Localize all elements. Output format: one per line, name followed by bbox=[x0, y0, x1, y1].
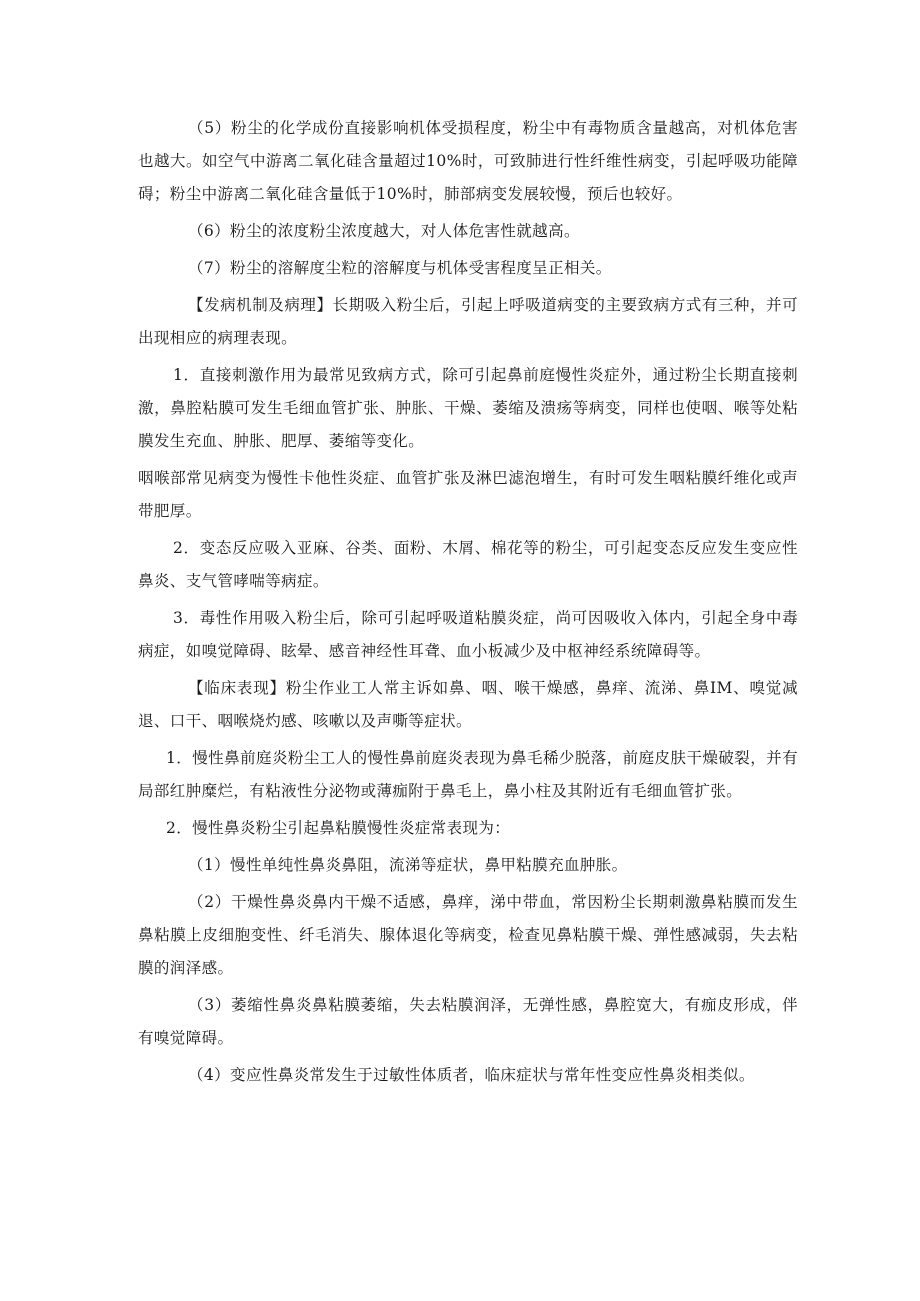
paragraph-pathogenesis-heading: 【发病机制及病理】长期吸入粉尘后，引起上呼吸道病变的主要致病方式有三种，并可出现相应的病理表现。 bbox=[138, 296, 798, 347]
paragraph-atrophic-rhinitis: （3）萎缩性鼻炎鼻粘膜萎缩，失去粘膜润泽，无弹性感，鼻腔宽大，有痂皮形成，伴有嗅觉障碍。 bbox=[138, 996, 798, 1047]
paragraph-direct-stimulation: 1．直接刺激作用为最常见致病方式，除可引起鼻前庭慢性炎症外，通过粉尘长期直接刺激，鼻腔粘膜可发生毛细血管扩张、肿胀、干燥、萎缩及溃疡等病变，同样也使咽、喉等处粘膜发生充血、肿胀、肥厚、萎缩等变化。 bbox=[138, 366, 798, 450]
document-body bbox=[138, 112, 798, 1096]
paragraph-dust-chemistry: （5）粉尘的化学成份直接影响机体受损程度，粉尘中有毒物质含量越高，对机体危害也越大。如空气中游离二氧化硅含量超过10%时，可致肺进行性纤维性病变，引起呼吸功能障碍；粉尘中游离二氧化硅含量低于10%时，肺部病变发展较慢，预后也较好。 bbox=[138, 119, 798, 203]
paragraph-dust-solubility: （7）粉尘的溶解度尘粒的溶解度与机体受害程度呈正相关。 bbox=[188, 259, 612, 277]
paragraph-dry-rhinitis: （2）干燥性鼻炎鼻内干燥不适感，鼻痒，涕中带血，常因粉尘长期刺激鼻粘膜而发生鼻粘膜上皮细胞变性、纤毛消失、腺体退化等病变，检查见鼻粘膜干燥、弹性感减弱，失去粘膜的润泽感。 bbox=[138, 893, 798, 977]
paragraph-dust-concentration: （6）粉尘的浓度粉尘浓度越大，对人体危害性就越高。 bbox=[188, 222, 580, 240]
paragraph-chronic-rhinitis: 2．慢性鼻炎粉尘引起鼻粘膜慢性炎症常表现为： bbox=[166, 819, 511, 837]
paragraph-simple-rhinitis: （1）慢性单纯性鼻炎鼻阻，流涕等症状，鼻甲粘膜充血肿胀。 bbox=[188, 856, 628, 874]
paragraph-pharyngeal-lesions: 咽喉部常见病变为慢性卡他性炎症、血管扩张及淋巴滤泡增生，有时可发生咽粘膜纤维化或声带肥厚。 bbox=[138, 469, 798, 520]
paragraph-toxic-effect: 3．毒性作用吸入粉尘后，除可引起呼吸道粘膜炎症，尚可因吸收入体内，引起全身中毒病症，如嗅觉障碍、眩晕、感音神经性耳聋、血小板减少及中枢神经系统障碍等。 bbox=[138, 609, 798, 660]
paragraph-vestibulitis: 1．慢性鼻前庭炎粉尘工人的慢性鼻前庭炎表现为鼻毛稀少脱落，前庭皮肤干燥破裂，并有局部红肿糜烂，有粘液性分泌物或薄痂附于鼻毛上，鼻小柱及其附近有毛细血管扩张。 bbox=[138, 749, 798, 800]
paragraph-clinical-heading: 【临床表现】粉尘作业工人常主诉如鼻、咽、喉干燥感，鼻痒、流涕、鼻IM、嗅觉减退、口干、咽喉烧灼感、咳嗽以及声嘶等症状。 bbox=[138, 679, 798, 730]
paragraph-allergic-rhinitis: （4）变应性鼻炎常发生于过敏性体质者，临床症状与常年性变应性鼻炎相类似。 bbox=[188, 1066, 755, 1084]
paragraph-allergic-reaction: 2．变态反应吸入亚麻、谷类、面粉、木屑、棉花等的粉尘，可引起变态反应发生变应性鼻炎、支气管哮喘等病症。 bbox=[138, 539, 798, 590]
